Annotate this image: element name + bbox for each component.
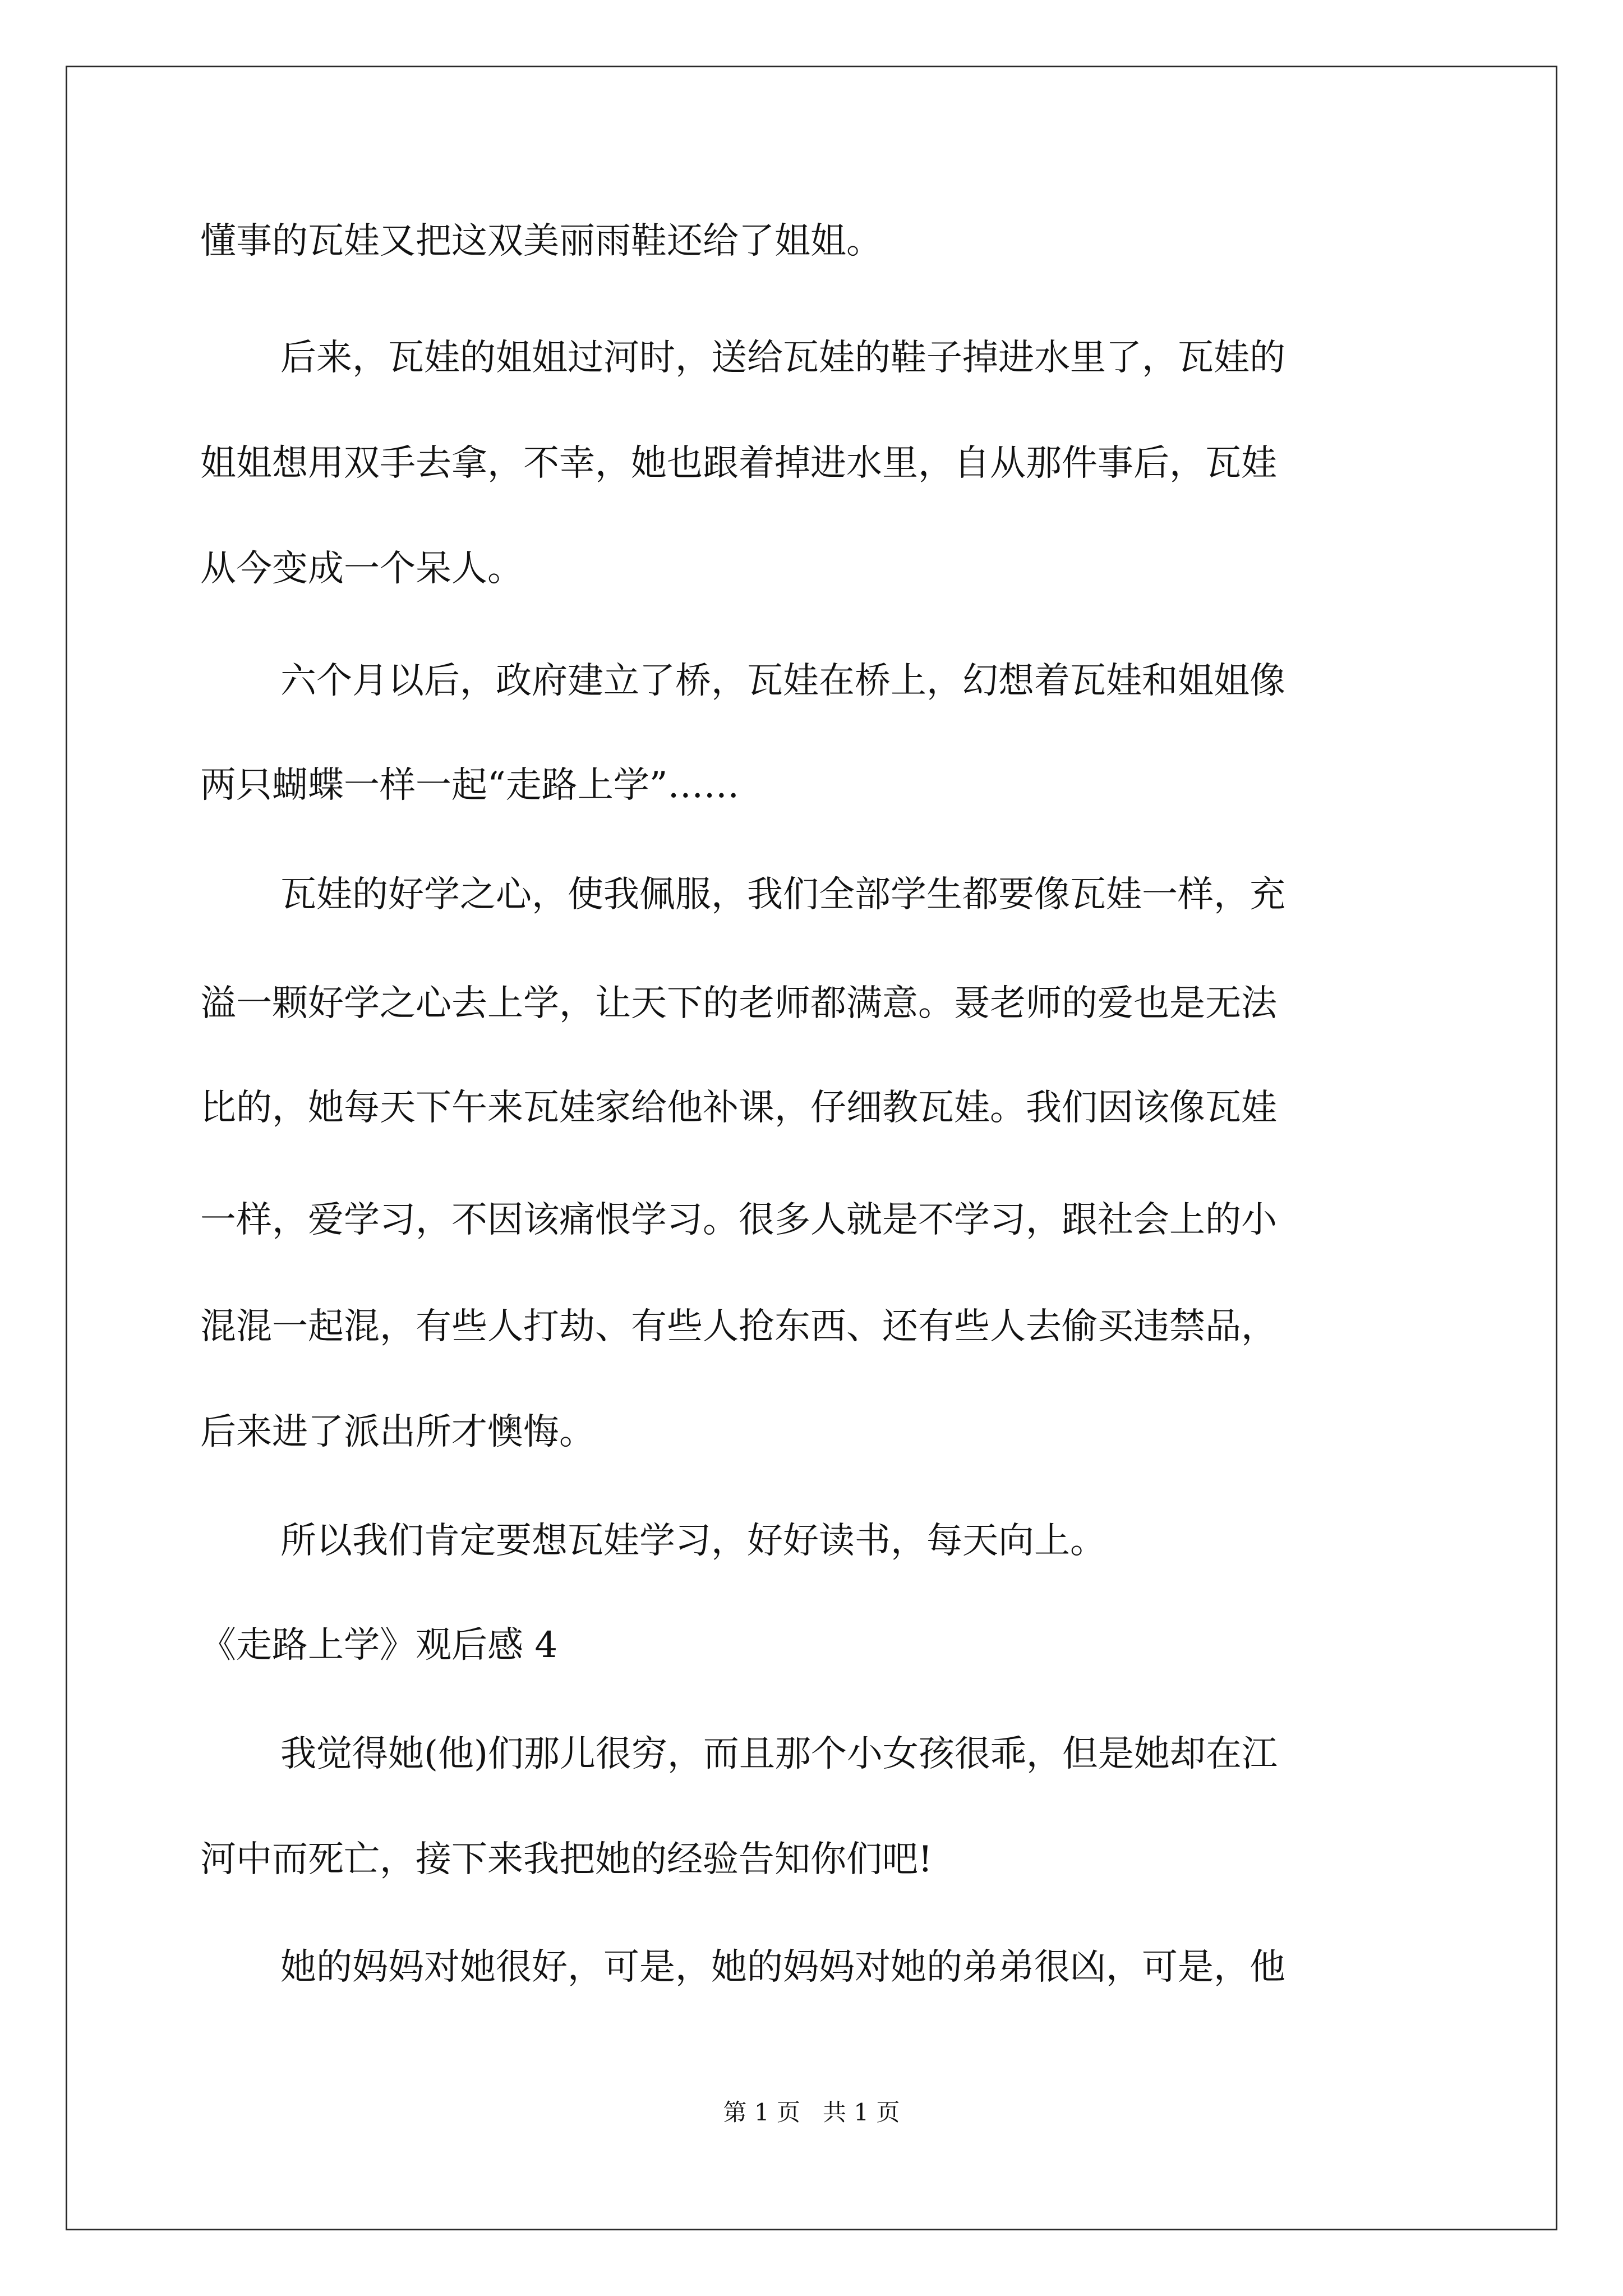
text-line-13: 所以我们肯定要想瓦娃学习，好好读书，每天向上。 [280, 1520, 1106, 1562]
text-line-3: 姐姐想用双手去拿，不幸，她也跟着掉进水里，自从那件事后，瓦娃 [200, 443, 1277, 484]
page-footer: 第 1 页 共 1 页 [723, 2099, 900, 2126]
text-line-16: 河中而死亡，接下来我把她的经验告知你们吧! [200, 1839, 933, 1880]
text-line-11: 混混一起混，有些人打劫、有些人抢东西、还有些人去偷买违禁品， [200, 1306, 1277, 1347]
text-line-1: 懂事的瓦娃又把这双美丽雨鞋还给了姐姐。 [200, 220, 882, 262]
text-line-7: 瓦娃的好学之心，使我佩服，我们全部学生都要像瓦娃一样，充 [280, 874, 1285, 915]
section-heading: 《走路上学》观后感 4 [200, 1625, 558, 1666]
text-line-12: 后来进了派出所才懊悔。 [200, 1411, 595, 1453]
text-line-8: 溢一颗好学之心去上学，让天下的老师都满意。聂老师的爱也是无法 [200, 983, 1277, 1024]
text-line-2: 后来，瓦娃的姐姐过河时，送给瓦娃的鞋子掉进水里了，瓦娃的 [280, 337, 1285, 379]
text-line-15: 我觉得她(他)们那儿很穷，而且那个小女孩很乖，但是她却在江 [280, 1733, 1278, 1775]
text-line-4: 从今变成一个呆人。 [200, 548, 523, 590]
text-line-17: 她的妈妈对她很好，可是，她的妈妈对她的弟弟很凶，可是，他 [280, 1947, 1285, 1988]
page-frame [66, 66, 1557, 2230]
text-line-9: 比的，她每天下午来瓦娃家给他补课，仔细教瓦娃。我们因该像瓦娃 [200, 1087, 1277, 1129]
text-line-5: 六个月以后，政府建立了桥，瓦娃在桥上，幻想着瓦娃和姐姐像 [280, 660, 1285, 702]
text-line-6: 两只蝴蝶一样一起“走路上学”…… [200, 765, 740, 806]
text-line-10: 一样，爱学习，不因该痛恨学习。很多人就是不学习，跟社会上的小 [200, 1199, 1277, 1241]
